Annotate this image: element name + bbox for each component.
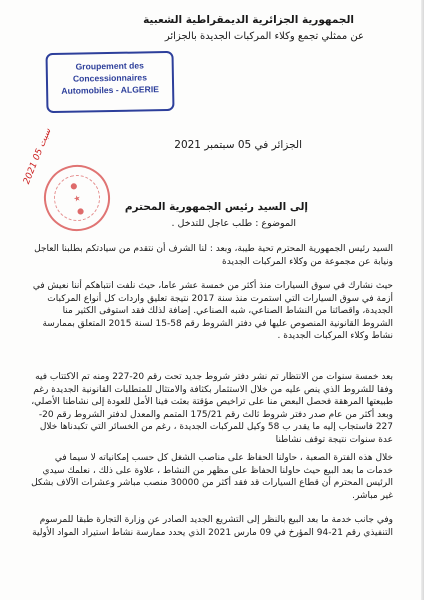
paragraph-2: حيث نشارك في سوق السيارات منذ أكثر من خمسة عشر عاما، حيث نلفت انتباهكم أننا نعيش في أزمة في سوق السيارات التي استمرت منذ سنة 2017 نتيجة تعليق واردات كل أنواع المركبات الجديدة، واقصائنا من النشاط الصناعي، شبه الصناعي. إضافة لذلك فقد استوفى الكثير منا الشروط القانونية المنصوص عليها في دفتر الشروط رقم 58-15 لسنة 2015 المتعلق بممارسة نشاط وكلاء المركبات الجديدة . — [32, 281, 393, 342]
sender-header: عن ممثلي تجمع وكلاء المركبات الجديدة بالجزائر — [164, 31, 364, 42]
republic-header: الجمهورية الجزائرية الديمقراطية الشعبية — [143, 14, 354, 26]
paragraph-4: خلال هذه الفترة الصعبة ، حاولنا الحفاظ على مناصب الشغل كل حسب إمكانياته لا سيما في خدمات ما بعد البيع حيث حاولنا الحفاظ على مظهر من النشاط ، علاوة على ذلك ، نعلمك سيدي الرئيس المحترم أن قطاع السيارات قد فقد أكثر من 30000 منصب مباشر وعشرات الآلاف بشكل غير مباشر. — [31, 453, 393, 501]
subject-line: الموضوع : طلب عاجل للتدخل . — [171, 218, 296, 229]
presidency-received-stamp: ● ★ ● — [37, 158, 118, 239]
stamp-line-1: Groupement des Concessionnaires — [72, 60, 148, 84]
handwritten-date-note: 2021 سبت 05 — [22, 127, 54, 186]
paragraph-1: السيد رئيس الجمهورية المحترم تحية طيبة، وبعد : لنا الشرف أن نتقدم من سيادتكم بطلبنا العاجل ونيابة عن مجموعة من وكلاء المركبات الجديدة — [34, 244, 393, 267]
stamp-line-2: Automobiles - ALGERIE — [61, 84, 160, 96]
paragraph-5: وفي جانب خدمة ما بعد البيع بالنظر إلى التشريع الجديد الصادر عن وزارة التجارة طبقا للمرسوم التنفيذي رقم 21-94 المؤرخ في 09 مارس 2021 الذي يحدد ممارسة نشاط استيراد المواد الأولية — [32, 515, 393, 538]
letter-date: الجزائر في 05 سبتمبر 2021 — [174, 139, 302, 151]
addressee: إلى السيد رئيس الجمهورية المحترم — [124, 201, 308, 213]
paragraph-3: بعد خمسة سنوات من الانتظار تم نشر دفتر شروط جديد تحت رقم 20-227 ومنه تم الاكتتاب فيه وفقا للشروط الذي ينص عليه من خلال الاستثمار بكثافة والامتثال للمتطلبات القانونية الجديدة رغم طبيعتها المرهقة فحصل البعض منا على تراخيص مؤقتة بعثت فينا الأمل للعودة إلى نشاطنا الأصلي، وبعد أكثر من عام صدر دفتر شروط ثالث رقم 175/21 المتمم والمعدل لدفتر الشروط رقم 20-227 فاستجاب إليه ما يقدر ب 58 وكيل للمركبات الجديدة ، رغم من الخسائر التي تكبدناها خلال عدة سنوات نتيجة توقف نشاطنا — [31, 372, 393, 445]
association-stamp — [45, 51, 174, 113]
